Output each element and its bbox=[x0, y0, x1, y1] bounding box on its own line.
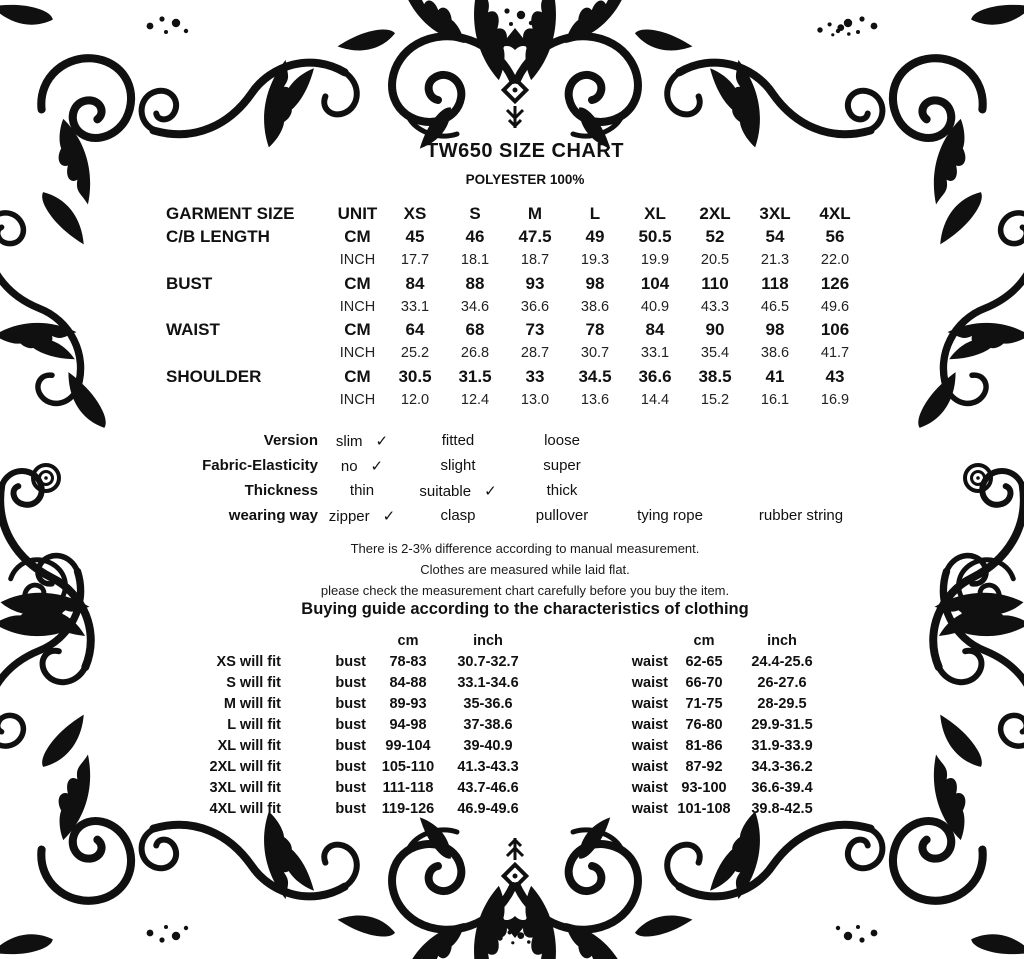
table-row-cb-length-cm bbox=[160, 225, 865, 248]
row-label: WAIST bbox=[166, 320, 220, 340]
bust-cm-value: 84-88 bbox=[389, 674, 427, 691]
value-cell: 19.3 bbox=[580, 252, 610, 269]
bust-label: bust bbox=[335, 674, 366, 691]
value-cell: 90 bbox=[705, 320, 725, 340]
size-table bbox=[160, 202, 865, 412]
attribute-row-thickness bbox=[160, 478, 876, 503]
unit-cell: INCH bbox=[339, 298, 376, 315]
bust-inch-value: 30.7-32.7 bbox=[457, 653, 519, 670]
value-cell: 26.8 bbox=[460, 345, 490, 362]
bust-label: bust bbox=[335, 800, 366, 817]
attribute-option bbox=[318, 507, 406, 525]
bust-cm-value: 94-98 bbox=[389, 716, 427, 733]
note-line: Clothes are measured while laid flat. bbox=[420, 562, 630, 577]
column-header-4xl: 4XL bbox=[819, 203, 851, 223]
bust-cm-value: 89-93 bbox=[389, 695, 427, 712]
attribute-label: Fabric-Elasticity bbox=[202, 457, 318, 474]
bust-inch-header: inch bbox=[473, 632, 503, 649]
waist-label: waist bbox=[631, 716, 668, 733]
bust-inch-value: 35-36.6 bbox=[463, 695, 513, 712]
note-line: There is 2-3% difference according to manual measurement. bbox=[350, 541, 700, 556]
option-text: super bbox=[543, 457, 581, 474]
attribute-row-wearing-way bbox=[160, 503, 876, 528]
waist-inch-value: 24.4-25.6 bbox=[751, 653, 813, 670]
value-cell: 15.2 bbox=[700, 392, 730, 409]
value-cell: 50.5 bbox=[638, 226, 672, 246]
value-cell: 43 bbox=[825, 366, 845, 386]
value-cell: 18.1 bbox=[460, 252, 490, 269]
value-cell: 49.6 bbox=[820, 298, 850, 315]
fit-size: 3XL will fit bbox=[209, 779, 281, 796]
buying-guide-table bbox=[160, 630, 828, 819]
table-row-cb-length-inch bbox=[160, 249, 865, 272]
value-cell: 13.6 bbox=[580, 392, 610, 409]
value-cell: 64 bbox=[405, 320, 425, 340]
unit-cell: CM bbox=[344, 226, 371, 246]
waist-cm-value: 93-100 bbox=[681, 779, 727, 796]
column-header-3xl: 3XL bbox=[759, 203, 791, 223]
table-row-shoulder-cm bbox=[160, 365, 865, 388]
bust-inch-value: 43.7-46.6 bbox=[457, 779, 519, 796]
buying-guide-row-3xl bbox=[160, 777, 828, 798]
bust-inch-value: 33.1-34.6 bbox=[457, 674, 519, 691]
waist-label: waist bbox=[631, 674, 668, 691]
value-cell: 110 bbox=[701, 273, 729, 293]
value-cell: 25.2 bbox=[400, 345, 430, 362]
attribute-option bbox=[318, 482, 406, 499]
value-cell: 88 bbox=[465, 273, 485, 293]
column-header-xl: XL bbox=[644, 203, 666, 223]
value-cell: 104 bbox=[640, 273, 670, 293]
fit-size: S will fit bbox=[226, 674, 281, 691]
buying-guide-row-s bbox=[160, 672, 828, 693]
waist-cm-value: 66-70 bbox=[685, 674, 723, 691]
value-cell: 40.9 bbox=[640, 298, 670, 315]
value-cell: 118 bbox=[761, 273, 789, 293]
bust-cm-value: 111-118 bbox=[382, 779, 434, 796]
value-cell: 98 bbox=[585, 273, 605, 293]
value-cell: 14.4 bbox=[640, 392, 670, 409]
bust-label: bust bbox=[335, 716, 366, 733]
unit-cell: INCH bbox=[339, 392, 376, 409]
waist-inch-value: 31.9-33.9 bbox=[751, 737, 813, 754]
option-text: tying rope bbox=[637, 507, 703, 524]
option-text: suitable bbox=[419, 482, 472, 500]
check-icon: ✓ bbox=[375, 432, 389, 450]
waist-inch-header: inch bbox=[767, 632, 797, 649]
buying-guide-row-xl bbox=[160, 735, 828, 756]
value-cell: 38.6 bbox=[760, 345, 790, 362]
fit-size: M will fit bbox=[223, 695, 281, 712]
waist-inch-value: 36.6-39.4 bbox=[751, 779, 813, 796]
waist-label: waist bbox=[631, 695, 668, 712]
value-cell: 35.4 bbox=[700, 345, 730, 362]
attribute-option bbox=[726, 507, 876, 524]
waist-label: waist bbox=[631, 758, 668, 775]
value-cell: 56 bbox=[825, 226, 845, 246]
attribute-label: Thickness bbox=[244, 482, 318, 499]
waist-inch-value: 39.8-42.5 bbox=[751, 800, 813, 817]
value-cell: 38.6 bbox=[580, 298, 610, 315]
size-table-header-row bbox=[160, 202, 865, 225]
waist-cm-value: 71-75 bbox=[685, 695, 723, 712]
buying-guide-row-2xl bbox=[160, 756, 828, 777]
waist-inch-value: 26-27.6 bbox=[757, 674, 807, 691]
buying-guide-row-4xl bbox=[160, 798, 828, 819]
value-cell: 41.7 bbox=[820, 345, 850, 362]
fit-size: XS will fit bbox=[216, 653, 281, 670]
measurement-notes bbox=[160, 538, 890, 601]
value-cell: 98 bbox=[765, 320, 785, 340]
waist-inch-value: 34.3-36.2 bbox=[751, 758, 813, 775]
bust-cm-header: cm bbox=[397, 632, 419, 649]
column-header-l: L bbox=[589, 203, 601, 223]
waist-label: waist bbox=[631, 779, 668, 796]
attribute-option bbox=[318, 432, 406, 450]
option-text: no bbox=[340, 457, 358, 475]
check-icon: ✓ bbox=[370, 457, 384, 475]
value-cell: 68 bbox=[465, 320, 485, 340]
buying-guide-row-l bbox=[160, 714, 828, 735]
check-icon: ✓ bbox=[484, 482, 497, 500]
option-text: clasp bbox=[440, 507, 476, 524]
waist-cm-value: 87-92 bbox=[685, 758, 723, 775]
bust-inch-value: 41.3-43.3 bbox=[457, 758, 519, 775]
waist-label: waist bbox=[631, 800, 668, 817]
table-row-shoulder-inch bbox=[160, 388, 865, 411]
value-cell: 52 bbox=[705, 226, 725, 246]
bust-cm-value: 78-83 bbox=[389, 653, 427, 670]
bust-cm-value: 105-110 bbox=[381, 758, 435, 775]
value-cell: 46 bbox=[465, 226, 485, 246]
value-cell: 16.1 bbox=[760, 392, 790, 409]
bust-label: bust bbox=[335, 758, 366, 775]
page-title: TW650 SIZE CHART bbox=[425, 140, 625, 162]
waist-cm-value: 81-86 bbox=[685, 737, 723, 754]
option-text: thick bbox=[546, 482, 578, 499]
attribute-option bbox=[406, 432, 510, 449]
attribute-option bbox=[614, 507, 726, 524]
table-row-bust-cm bbox=[160, 272, 865, 295]
option-text: fitted bbox=[441, 432, 475, 449]
buying-guide-row-xs bbox=[160, 651, 828, 672]
value-cell: 30.7 bbox=[580, 345, 610, 362]
fit-size: XL will fit bbox=[217, 737, 281, 754]
fabric-subtitle: POLYESTER 100% bbox=[465, 172, 585, 187]
value-cell: 93 bbox=[525, 273, 545, 293]
waist-cm-header: cm bbox=[693, 632, 715, 649]
option-text: loose bbox=[544, 432, 580, 449]
value-cell: 12.4 bbox=[460, 392, 490, 409]
unit-cell: CM bbox=[344, 366, 371, 386]
bust-inch-value: 39-40.9 bbox=[463, 737, 513, 754]
value-cell: 46.5 bbox=[760, 298, 790, 315]
value-cell: 12.0 bbox=[400, 392, 430, 409]
bust-cm-value: 119-126 bbox=[381, 800, 435, 817]
waist-inch-value: 28-29.5 bbox=[757, 695, 807, 712]
value-cell: 36.6 bbox=[638, 366, 672, 386]
bust-label: bust bbox=[335, 779, 366, 796]
row-label: BUST bbox=[166, 273, 213, 293]
fit-size: L will fit bbox=[227, 716, 281, 733]
characteristics-section bbox=[160, 428, 876, 528]
column-header-garment-size: GARMENT SIZE bbox=[166, 203, 295, 223]
option-text: rubber string bbox=[758, 507, 844, 524]
waist-label: waist bbox=[631, 653, 668, 670]
value-cell: 41 bbox=[765, 366, 785, 386]
unit-cell: INCH bbox=[339, 345, 376, 362]
attribute-option bbox=[406, 457, 510, 474]
waist-cm-value: 62-65 bbox=[685, 653, 723, 670]
value-cell: 16.9 bbox=[820, 392, 850, 409]
fit-size: 4XL will fit bbox=[209, 800, 281, 817]
bust-label: bust bbox=[335, 737, 366, 754]
table-row-bust-inch bbox=[160, 295, 865, 318]
table-row-waist-cm bbox=[160, 318, 865, 341]
waist-inch-value: 29.9-31.5 bbox=[751, 716, 813, 733]
option-text: zipper bbox=[328, 507, 370, 525]
option-text: pullover bbox=[535, 507, 589, 524]
bust-label: bust bbox=[335, 653, 366, 670]
unit-cell: INCH bbox=[339, 252, 376, 269]
value-cell: 17.7 bbox=[400, 252, 430, 269]
bust-cm-value: 99-104 bbox=[385, 737, 431, 754]
attribute-option bbox=[406, 482, 510, 500]
bust-inch-value: 46.9-49.6 bbox=[457, 800, 519, 817]
value-cell: 28.7 bbox=[520, 345, 550, 362]
value-cell: 31.5 bbox=[458, 366, 492, 386]
value-cell: 33 bbox=[525, 366, 545, 386]
value-cell: 43.3 bbox=[700, 298, 730, 315]
table-row-waist-inch bbox=[160, 342, 865, 365]
buying-guide-heading: Buying guide according to the characteristics of clothing bbox=[301, 600, 749, 618]
value-cell: 106 bbox=[820, 320, 850, 340]
value-cell: 13.0 bbox=[520, 392, 550, 409]
option-text: slight bbox=[440, 457, 476, 474]
waist-cm-value: 76-80 bbox=[685, 716, 723, 733]
value-cell: 22.0 bbox=[820, 252, 850, 269]
option-text: thin bbox=[349, 482, 375, 499]
value-cell: 84 bbox=[405, 273, 425, 293]
attribute-row-version bbox=[160, 428, 876, 453]
value-cell: 73 bbox=[525, 320, 545, 340]
column-header-xs: XS bbox=[403, 203, 427, 223]
value-cell: 54 bbox=[765, 226, 785, 246]
attribute-label: Version bbox=[263, 432, 318, 449]
value-cell: 33.1 bbox=[400, 298, 430, 315]
note-line: please check the measurement chart carefully before you buy the item. bbox=[320, 583, 730, 598]
column-header-2xl: 2XL bbox=[699, 203, 731, 223]
value-cell: 18.7 bbox=[520, 252, 550, 269]
bust-label: bust bbox=[335, 695, 366, 712]
option-text: slim bbox=[335, 432, 363, 450]
value-cell: 49 bbox=[585, 226, 605, 246]
attribute-option bbox=[406, 507, 510, 524]
buying-guide-header-row bbox=[160, 630, 828, 651]
column-header-m: M bbox=[527, 203, 543, 223]
check-icon: ✓ bbox=[382, 507, 396, 525]
fit-size: 2XL will fit bbox=[209, 758, 281, 775]
value-cell: 30.5 bbox=[398, 366, 432, 386]
attribute-option bbox=[510, 457, 614, 474]
buying-guide-row-m bbox=[160, 693, 828, 714]
column-header-s: S bbox=[469, 203, 481, 223]
value-cell: 38.5 bbox=[698, 366, 732, 386]
attribute-option bbox=[510, 482, 614, 499]
value-cell: 34.5 bbox=[578, 366, 612, 386]
attribute-row-fabric-elasticity bbox=[160, 453, 876, 478]
waist-cm-value: 101-108 bbox=[677, 800, 731, 817]
value-cell: 84 bbox=[645, 320, 665, 340]
value-cell: 34.6 bbox=[460, 298, 490, 315]
unit-cell: CM bbox=[344, 320, 371, 340]
waist-label: waist bbox=[631, 737, 668, 754]
attribute-label: wearing way bbox=[228, 507, 318, 524]
value-cell: 126 bbox=[820, 273, 850, 293]
column-header-unit: UNIT bbox=[337, 203, 378, 223]
value-cell: 19.9 bbox=[640, 252, 670, 269]
row-label: SHOULDER bbox=[166, 366, 262, 386]
value-cell: 78 bbox=[585, 320, 605, 340]
row-label: C/B LENGTH bbox=[166, 226, 270, 246]
value-cell: 21.3 bbox=[760, 252, 790, 269]
value-cell: 36.6 bbox=[520, 298, 550, 315]
bust-inch-value: 37-38.6 bbox=[463, 716, 513, 733]
value-cell: 45 bbox=[405, 226, 425, 246]
value-cell: 33.1 bbox=[640, 345, 670, 362]
attribute-option bbox=[510, 432, 614, 449]
value-cell: 20.5 bbox=[700, 252, 730, 269]
unit-cell: CM bbox=[344, 273, 371, 293]
attribute-option bbox=[318, 457, 406, 475]
value-cell: 47.5 bbox=[518, 226, 552, 246]
attribute-option bbox=[510, 507, 614, 524]
